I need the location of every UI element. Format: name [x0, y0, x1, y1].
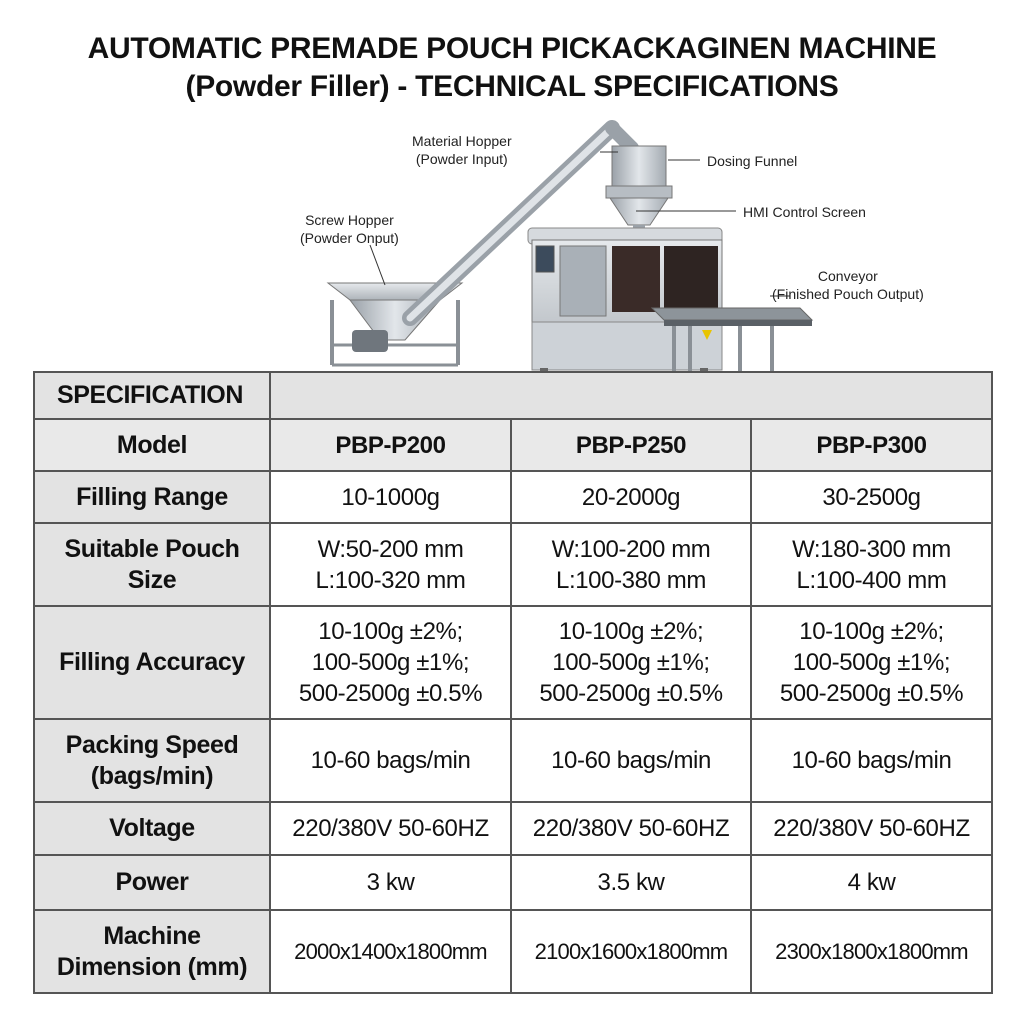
spec-cell-line: 10-100g ±2%; [799, 618, 944, 645]
callout-screw-hopper-line-1: Screw Hopper [305, 212, 394, 228]
spec-header-label: SPECIFICATION [34, 372, 270, 419]
spec-cell-line: 100-500g ±1%; [792, 649, 951, 676]
spec-cell-line: L:100-320 mm [315, 566, 466, 594]
callout-hmi-screen: HMI Control Screen [743, 204, 866, 220]
spec-cell [751, 910, 992, 993]
dosing-funnel [606, 146, 672, 239]
spec-table-body [34, 372, 992, 993]
spec-cell-line: 10-100g ±2%; [318, 618, 463, 645]
spec-cell-line: 10-60 bags/min [310, 747, 471, 774]
spec-row-label-line: Filling Accuracy [59, 648, 245, 676]
callout-screw-hopper-line-2: (Powder Onput) [300, 230, 399, 246]
title-line-1: AUTOMATIC PREMADE POUCH PICKACKAGINEN MACHINE [87, 32, 937, 65]
spec-row-label-line: (bags/min) [90, 761, 214, 790]
callout-screw-hopper [300, 211, 399, 247]
machine-drawing [0, 110, 1024, 400]
spec-cell [511, 855, 751, 910]
spec-header-row [34, 372, 992, 419]
main-machine [528, 228, 722, 382]
spec-row [34, 719, 992, 802]
model-label: Model [34, 419, 270, 471]
spec-cell-line: 100-500g ±1%; [311, 649, 470, 676]
callout-material-hopper-line-2: (Powder Input) [415, 151, 508, 167]
spec-row-label-line: Suitable Pouch [64, 534, 240, 563]
spec-row [34, 910, 992, 993]
callout-conveyor [772, 267, 924, 303]
model-name: PBP-P300 [751, 419, 992, 471]
model-row [34, 419, 992, 471]
spec-cell-line: 10-60 bags/min [551, 747, 711, 774]
spec-cell [270, 471, 511, 523]
spec-row-label-line: Power [115, 868, 189, 896]
spec-cell-line: 3 kw [366, 869, 415, 896]
spec-cell-line: L:100-400 mm [796, 566, 947, 594]
spec-row-label-line: Packing Speed [65, 730, 239, 759]
spec-cell [751, 606, 992, 719]
callout-material-hopper-line-1: Material Hopper [412, 133, 512, 149]
spec-cell-line: 500-2500g ±0.5% [298, 680, 483, 707]
spec-cell-line: L:100-380 mm [556, 566, 706, 594]
spec-row [34, 802, 992, 855]
spec-cell-line: 2000x1400x1800mm [294, 939, 487, 964]
spec-cell-line: 220/380V 50-60HZ [292, 815, 489, 842]
spec-cell [511, 719, 751, 802]
spec-cell-line: 2300x1800x1800mm [775, 939, 968, 964]
callout-dosing-funnel: Dosing Funnel [707, 153, 798, 169]
spec-row-label-line: Filling Range [76, 482, 228, 511]
spec-cell [751, 523, 992, 606]
callout-conveyor-line-1: Conveyor [817, 268, 878, 284]
spec-cell [751, 719, 992, 802]
spec-row [34, 471, 992, 523]
spec-cell-line: 30-2500g [822, 483, 921, 511]
callout-conveyor-line-2: (Finished Pouch Output) [772, 286, 924, 302]
spec-row-label-line: Machine [103, 921, 201, 950]
spec-cell [270, 910, 511, 993]
spec-cell-line: 220/380V 50-60HZ [773, 815, 970, 842]
spec-cell [270, 802, 511, 855]
machine-illustration [0, 110, 1024, 400]
spec-row-label [34, 802, 270, 855]
spec-row [34, 855, 992, 910]
model-name: PBP-P250 [511, 419, 751, 471]
spec-cell [270, 523, 511, 606]
spec-cell [511, 606, 751, 719]
title-line-2: (Powder Filler) - TECHNICAL SPECIFICATIONS [185, 70, 839, 103]
spec-row-label [34, 719, 270, 802]
page-title [0, 30, 1024, 106]
spec-cell-line: 10-1000g [341, 483, 440, 511]
spec-cell-line: W:100-200 mm [551, 535, 711, 563]
spec-row-label [34, 471, 270, 523]
spec-cell [751, 471, 992, 523]
spec-cell-line: 500-2500g ±0.5% [779, 680, 964, 707]
spec-row-label [34, 910, 270, 993]
callout-material-hopper [412, 132, 512, 168]
spec-cell-line: 20-2000g [581, 483, 681, 511]
spec-cell-line: 10-60 bags/min [791, 747, 952, 774]
spec-header-blank [270, 372, 992, 419]
spec-cell-line: W:50-200 mm [317, 535, 464, 563]
spec-row-label-line: Voltage [109, 814, 195, 842]
spec-cell-line: 500-2500g ±0.5% [539, 680, 723, 707]
spec-cell-line: 4 kw [847, 869, 896, 896]
spec-cell-line: 100-500g ±1%; [552, 649, 710, 676]
spec-cell [511, 471, 751, 523]
spec-cell [751, 855, 992, 910]
spec-cell [511, 802, 751, 855]
spec-row-label-line: Size [127, 565, 177, 594]
spec-cell-line: 3.5 kw [597, 869, 665, 896]
spec-cell [511, 910, 751, 993]
spec-cell-line: W:180-300 mm [792, 535, 951, 563]
spec-table [33, 371, 993, 994]
spec-row [34, 606, 992, 719]
spec-row-label [34, 855, 270, 910]
spec-cell [270, 855, 511, 910]
spec-cell [270, 606, 511, 719]
spec-cell-line: 10-100g ±2%; [558, 618, 704, 645]
model-name: PBP-P200 [270, 419, 511, 471]
spec-cell-line: 2100x1600x1800mm [534, 939, 728, 964]
spec-cell [511, 523, 751, 606]
spec-row-label-line: Dimension (mm) [56, 952, 248, 981]
spec-cell [270, 719, 511, 802]
spec-cell-line: 220/380V 50-60HZ [532, 815, 730, 842]
spec-row-label [34, 523, 270, 606]
hmi-screen [536, 246, 554, 272]
spec-row-label [34, 606, 270, 719]
spec-row [34, 523, 992, 606]
spec-cell [751, 802, 992, 855]
